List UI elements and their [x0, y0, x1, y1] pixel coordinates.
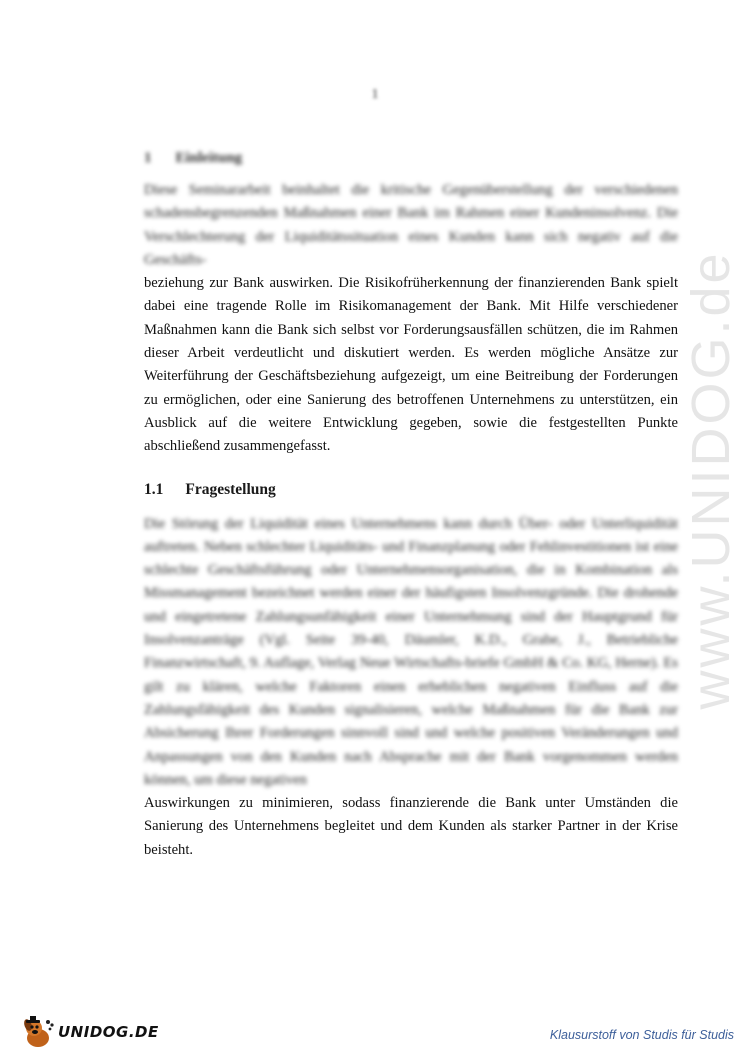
subsection-number: 1.1: [144, 480, 164, 498]
paragraph-visible-fragestellung: Auswirkungen zu minimieren, sodass finanzierende die Bank unter Umständen die Sanierung des Unternehmens begleitet und dem Kunden als starker Partner in der Krise beisteht.: [144, 795, 678, 858]
page-number: 1: [371, 87, 379, 102]
footer-tagline: Klausurstoff von Studis für Studis: [549, 1028, 734, 1042]
paragraph-visible-intro: beziehung zur Bank auswirken. Die Risikofrüherkennung der finanzierenden Bank spielt dabei eine tragende Rolle im Risikomanagement der Bank. Mit Hilfe verschiedener Maßnahmen kann die Bank sich selbst vor Forderungsausfällen schützen, die im Rahmen dieser Arbeit verdeutlicht und diskutiert werden. Es werden mögliche Ansätze zur Weiterführung der Geschäftsbeziehung aufgezeigt, um eine Beitreibung der Forderungen zu ermöglichen, oder eine Sanierung des betroffenen Unternehmens zu unterstützen, ein Ausblick auf die weitere Entwicklung gegeben, sowie die festgestellten Punkte abschließend zusammengefasst.: [144, 275, 678, 455]
paragraph-blurred-fragestellung: Die Störung der Liquidität eines Unternehmens kann durch Über- oder Unterliquidität auftreten. Neben schlechter Liquiditäts- und Finanzplanung oder Fehlinvestitionen ist eine schlechte Geschäftsführung oder Unternehmensorganisation, die in Kombination als Missmanagement bezeichnet werden einer der häufigsten Insolvenzgründe. Die drohende und eingetretene Zahlungsunfähigkeit einer Unternehmung sind der Hauptgrund für Insolvenzanträge (Vgl. Seite 39-40, Däumler, K.D., Grabe, J., Betriebliche Finanzwirtschaft, 9. Auflage, Verlag Neue Wirtschafts-briefe GmbH & Co. KG, Herne). Es gilt zu klären, welche Faktoren einen erheblichen negativen Einfluss auf die Zahlungsfähigkeit des Kunden signalisieren, welche Maßnahmen für die Bank zur Absicherung Ihrer Forderungen sinnvoll sind und welche positiven Veränderungen und Anpassungen von den Kunden nach Absprache mit der Bank vorgenommen werden können, um diese negativen: [144, 515, 678, 788]
section-number: 1: [144, 150, 152, 166]
dog-mascot-icon: [20, 1014, 56, 1050]
watermark-text: www.UNIDOG.de: [681, 250, 741, 710]
subsection-title: Fragestellung: [185, 480, 276, 498]
section-title: Einleitung: [175, 150, 243, 166]
section-heading-fragestellung: [144, 481, 678, 499]
document-body: [144, 150, 678, 862]
section-heading-einleitung: [144, 150, 678, 167]
paragraph-blurred-intro: Diese Seminararbeit beinhaltet die kritische Gegenüberstellung der verschiedenen schadensbegrenzenden Maßnahmen einer Bank im Rahmen einer Kundeninsolvenz. Die Verschlechterung der Liquiditätssituation eines Kunden kann sich negativ auf die Geschäfts-: [144, 182, 678, 268]
logo-text: UNIDOG.DE: [58, 1023, 159, 1041]
unidog-logo[interactable]: [20, 1014, 159, 1050]
